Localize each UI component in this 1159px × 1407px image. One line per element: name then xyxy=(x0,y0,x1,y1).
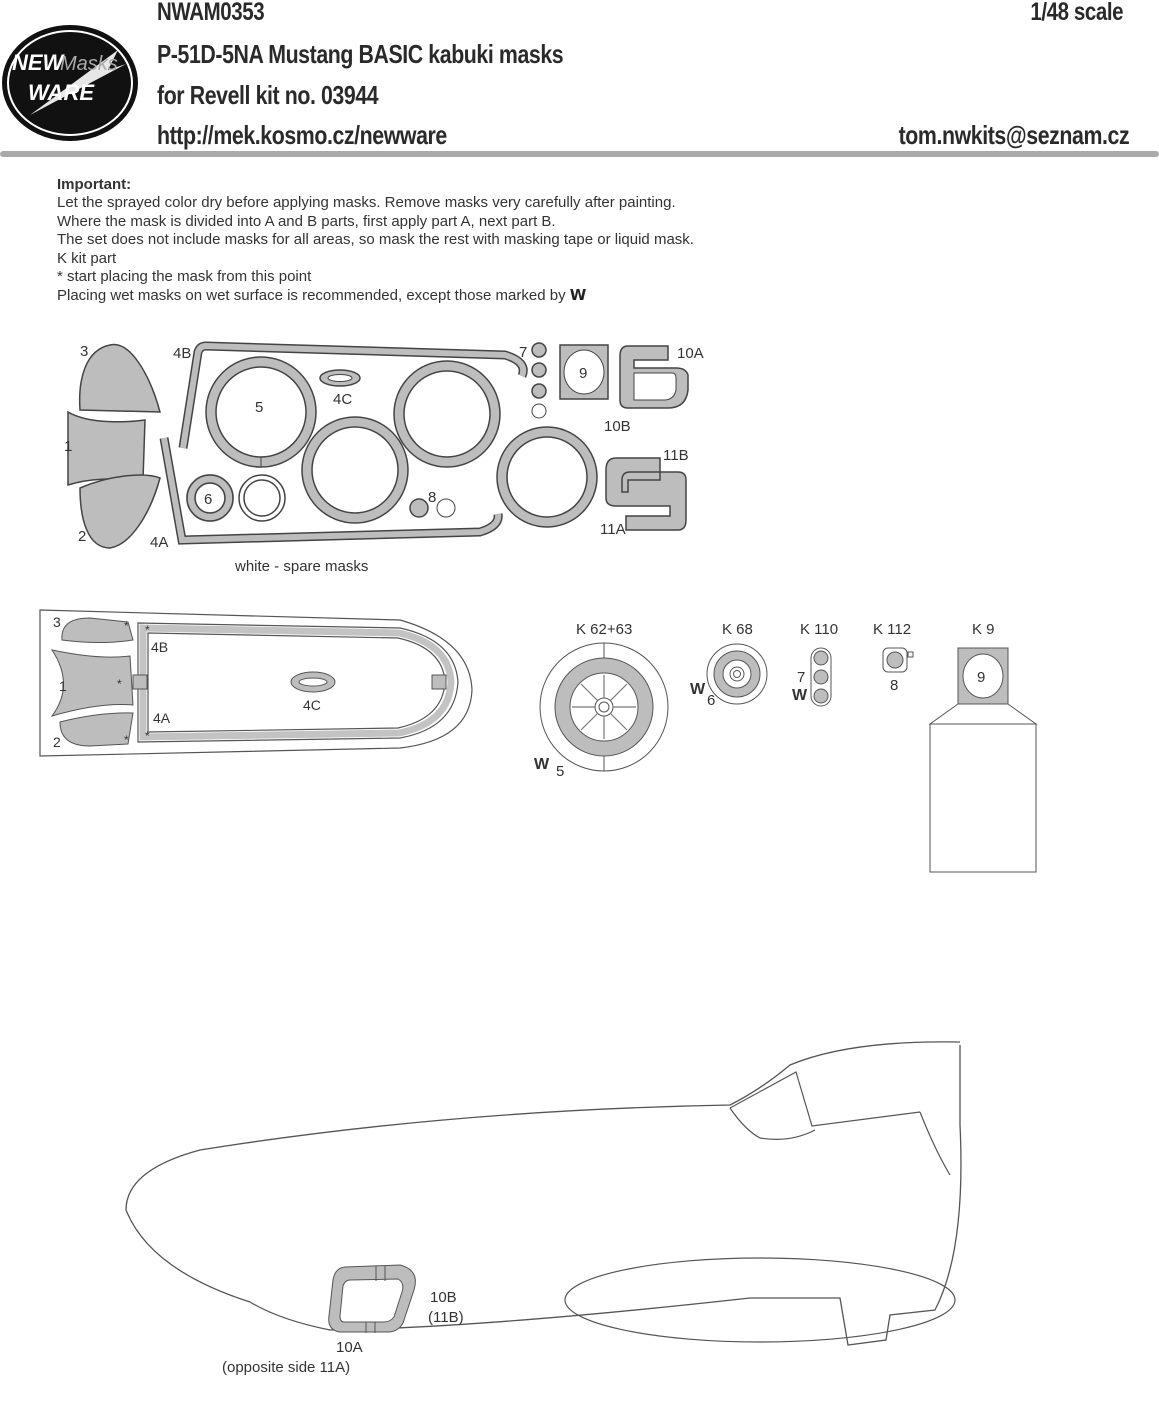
fuselage-placement xyxy=(110,1035,970,1390)
mask-2 xyxy=(80,475,160,548)
label-4a: 4A xyxy=(150,534,169,551)
note-line xyxy=(57,286,694,305)
mask-8 xyxy=(410,499,428,517)
label-4b: 4B xyxy=(173,345,192,362)
tail-wheel xyxy=(707,644,767,704)
mask-large-ring xyxy=(497,427,597,527)
wet-symbol: W xyxy=(690,681,706,698)
note-line: The set does not include masks for all areas, so mask the rest with masking tape or liquid mask. xyxy=(57,231,694,249)
light-lens xyxy=(883,648,913,672)
start-star: * xyxy=(117,677,122,691)
website-url: http://mek.kosmo.cz/newware xyxy=(157,120,447,150)
kit-label-k9: K 9 xyxy=(972,621,995,638)
wet-mask-symbol: W xyxy=(569,286,584,305)
spare-masks-caption: white - spare masks xyxy=(235,558,369,575)
label-8: 8 xyxy=(428,489,437,506)
fuselage-label-opposite: (opposite side 11A) xyxy=(222,1359,351,1376)
canopy-label-4b: 4B xyxy=(151,639,169,655)
mask-3 xyxy=(80,345,160,412)
canopy-label-3: 3 xyxy=(53,614,61,630)
mask-sheet xyxy=(0,330,760,580)
logo-text-ware: WARE xyxy=(28,80,94,105)
important-notes xyxy=(57,176,694,306)
label-9: 9 xyxy=(579,365,588,382)
product-code: NWAM0353 xyxy=(157,0,265,26)
mask-4a xyxy=(164,438,498,540)
main-wheel xyxy=(540,643,668,771)
kit-label-k112: K 112 xyxy=(873,621,912,638)
start-star: * xyxy=(124,619,129,633)
wet-symbol: W xyxy=(534,756,550,773)
kit-label-k62: K 62+63 xyxy=(576,621,633,638)
newware-logo xyxy=(0,20,142,150)
canopy-label-4c: 4C xyxy=(303,697,321,713)
mask-11 xyxy=(606,458,686,530)
contact-email: tom.nwkits@seznam.cz xyxy=(898,120,1129,150)
product-title: P-51D-5NA Mustang BASIC kabuki masks xyxy=(157,39,564,69)
mask-spare-ring xyxy=(239,475,285,521)
scale-label: 1/48 scale xyxy=(1030,0,1123,26)
canopy-placement xyxy=(30,600,490,770)
mask-4c xyxy=(320,370,360,386)
kit-num-8: 8 xyxy=(890,677,899,694)
mask-4b xyxy=(183,346,523,448)
logo-text-new: NEW xyxy=(12,50,64,75)
fuselage-outline xyxy=(126,1042,961,1345)
wet-symbol: W xyxy=(792,687,808,704)
mask-large-ring xyxy=(394,361,500,467)
canopy-mask-3 xyxy=(62,618,133,643)
kit-reference: for Revell kit no. 03944 xyxy=(157,80,379,110)
kit-label-k68: K 68 xyxy=(722,621,753,638)
label-4c: 4C xyxy=(333,391,353,408)
windscreen-outline xyxy=(730,1072,920,1126)
label-11b: 11B xyxy=(663,447,689,464)
canopy-label-1: 1 xyxy=(59,678,67,694)
logo-text-masks: Masks xyxy=(60,53,118,75)
landing-lights xyxy=(811,648,831,706)
label-11a: 11A xyxy=(600,521,626,538)
wing-root-outline xyxy=(565,1258,955,1342)
kit-num-5: 5 xyxy=(556,763,565,780)
label-7: 7 xyxy=(519,344,528,361)
kit-num-9: 9 xyxy=(977,669,986,686)
canopy-label-4a: 4A xyxy=(153,710,171,726)
fuselage-mask-10 xyxy=(329,1265,416,1333)
kit-label-k110: K 110 xyxy=(800,621,839,638)
label-2: 2 xyxy=(78,528,87,545)
fuselage-label-10a: 10A xyxy=(336,1339,363,1356)
note-line: K kit part xyxy=(57,249,117,267)
note-line: * start placing the mask from this point xyxy=(57,268,312,286)
label-6: 6 xyxy=(204,491,213,508)
note-line: Let the sprayed color dry before applying masks. Remove masks very carefully after painting. xyxy=(57,194,676,212)
kit-parts xyxy=(520,615,1050,880)
mask-1 xyxy=(68,412,145,485)
label-10b: 10B xyxy=(604,418,631,435)
notes-title: Important: xyxy=(57,176,132,193)
canopy-mask-4c xyxy=(291,672,335,692)
note-line-text: Placing wet masks on wet surface is recommended, except those marked by xyxy=(57,287,566,305)
mask-large-ring xyxy=(302,417,408,523)
mask-8-spare xyxy=(437,499,455,517)
fuselage-label-10b: 10B xyxy=(430,1289,457,1306)
label-3: 3 xyxy=(80,343,89,360)
start-star: * xyxy=(145,729,150,743)
canopy-label-2: 2 xyxy=(53,734,61,750)
kit-num-7: 7 xyxy=(797,669,806,686)
mask-7 xyxy=(532,343,546,357)
header-divider xyxy=(0,151,1159,157)
label-1: 1 xyxy=(64,438,73,455)
fuselage-label-11b: (11B) xyxy=(428,1309,464,1326)
start-star: * xyxy=(145,623,150,637)
label-5: 5 xyxy=(255,399,264,416)
kit-num-6: 6 xyxy=(707,692,716,709)
label-10a: 10A xyxy=(677,345,704,362)
note-line: Where the mask is divided into A and B parts, first apply part A, next part B. xyxy=(57,212,556,230)
start-star: * xyxy=(124,733,129,747)
